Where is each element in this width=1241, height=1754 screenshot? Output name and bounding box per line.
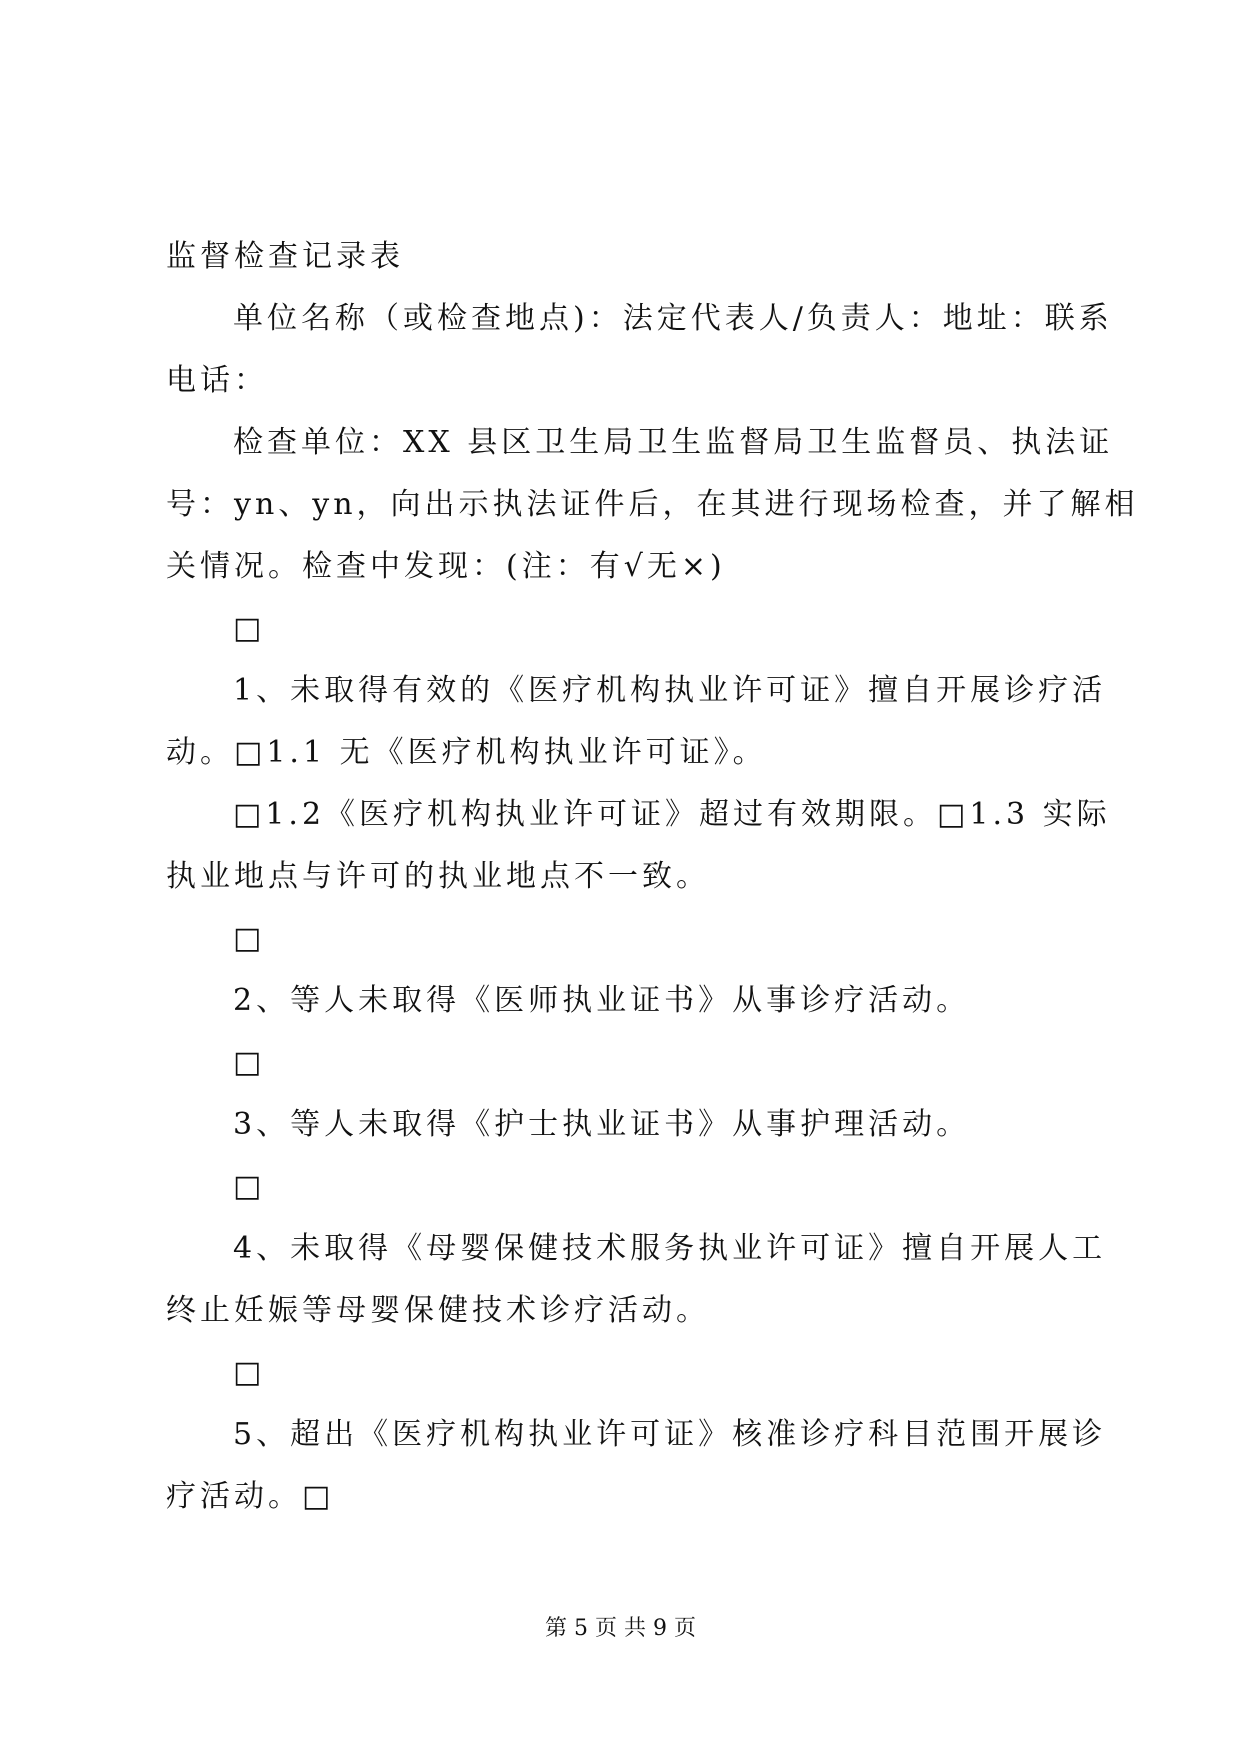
paragraph-line: 检查单位：XX 县区卫生局卫生监督局卫生监督员、执法证 (233, 425, 1114, 460)
paragraph-line: 单位名称（或检查地点)：法定代表人/负责人：地址：联系 (233, 301, 1113, 336)
paragraph-line: 终止妊娠等母婴保健技术诊疗活动。 (166, 1293, 710, 1328)
paragraph-line: 执业地点与许可的执业地点不一致。 (166, 859, 710, 894)
paragraph-line: 电话： (166, 363, 268, 398)
paragraph-line: 5、超出《医疗机构执业许可证》核准诊疗科目范围开展诊 (233, 1417, 1107, 1452)
document-body (166, 226, 1139, 1528)
paragraph-line: 关情况。检查中发现：(注：有√无×) (166, 549, 726, 584)
paragraph-line: 3、等人未取得《护士执业证书》从事护理活动。 (233, 1107, 971, 1142)
paragraph-line: 2、等人未取得《医师执业证书》从事诊疗活动。 (233, 983, 971, 1018)
paragraph-line: 号：yn、yn，向出示执法证件后，在其进行现场检查，并了解相 (166, 487, 1139, 522)
paragraph-line: 1、未取得有效的《医疗机构执业许可证》擅自开展诊疗活 (233, 673, 1107, 708)
paragraph-line: 疗活动。□ (166, 1479, 335, 1514)
checkbox-line: □ (233, 921, 266, 956)
checkbox-line: □ (233, 1045, 266, 1080)
checkbox-line: □ (233, 1169, 266, 1204)
paragraph-line: 4、未取得《母婴保健技术服务执业许可证》擅自开展人工 (233, 1231, 1107, 1266)
paragraph-line: □1.2《医疗机构执业许可证》超过有效期限。□1.3 实际 (233, 797, 1111, 832)
paragraph-line: 动。□1.1 无《医疗机构执业许可证》。 (166, 735, 767, 770)
document-title: 监督检查记录表 (166, 239, 404, 274)
checkbox-line: □ (233, 611, 266, 646)
checkbox-line: □ (233, 1355, 266, 1390)
page-number: 第 5 页 共 9 页 (545, 1616, 696, 1641)
